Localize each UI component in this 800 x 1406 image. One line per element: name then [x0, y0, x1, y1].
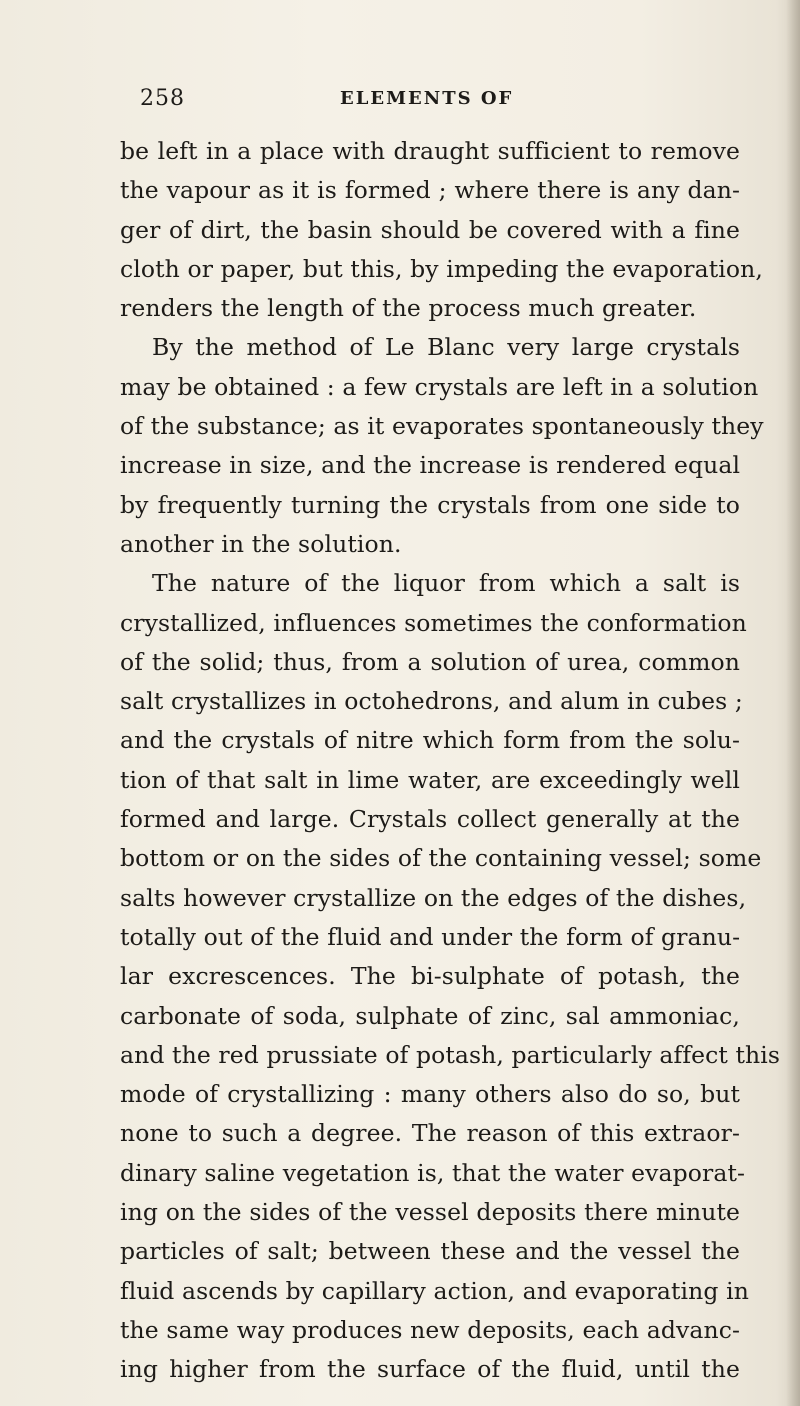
text-line: and the red prussiate of potash, particularly affect this: [120, 1040, 781, 1069]
text-line: and the crystals of nitre which form from the solu-: [120, 726, 740, 755]
text-line: of the solid; thus, from a solution of urea, common: [120, 647, 740, 676]
text-line: be left in a place with draught sufficient to remove: [120, 137, 740, 165]
text-line: mode of crystallizing : many others also do so, but: [120, 1080, 740, 1109]
text-line: lar excrescences. The bi-sulphate of potash, the: [120, 962, 740, 991]
text-line: may be obtained : a few crystals are left in a solution: [120, 372, 759, 401]
page-header: [140, 86, 700, 116]
text-line: The nature of the liquor from which a salt is: [152, 569, 740, 598]
text-line: dinary saline vegetation is, that the water evaporat-: [120, 1158, 746, 1187]
text-line: of the substance; as it evaporates spontaneously they: [120, 412, 764, 441]
running-head: ELEMENTS OF: [340, 88, 514, 109]
text-line: ger of dirt, the basin should be covered with a fine: [120, 215, 740, 244]
text-line: formed and large. Crystals collect generally at the: [120, 805, 740, 834]
page-number: 258: [140, 86, 185, 111]
text-line: the same way produces new deposits, each advanc-: [120, 1315, 740, 1344]
text-line: another in the solution.: [120, 529, 402, 558]
body-text: [120, 132, 781, 1390]
text-line: By the method of Le Blanc very large crystals: [152, 333, 740, 362]
text-line: particles of salt; between these and the vessel the: [120, 1237, 740, 1266]
text-line: salts however crystallize on the edges of the dishes,: [120, 883, 747, 912]
page-edge-shadow: [786, 0, 800, 1406]
text-line: ing on the sides of the vessel deposits there minute: [120, 1198, 740, 1227]
text-line: by frequently turning the crystals from one side to: [120, 490, 740, 519]
text-line: salt crystallizes in octohedrons, and alum in cubes ;: [120, 687, 743, 716]
text-line: tion of that salt in lime water, are exceedingly well: [120, 765, 740, 794]
text-line: the vapour as it is formed ; where there is any dan-: [120, 176, 740, 205]
text-line: totally out of the fluid and under the form of granu-: [120, 922, 741, 951]
text-line: bottom or on the sides of the containing vessel; some: [120, 844, 762, 873]
text-line: crystallized, influences sometimes the conformation: [120, 608, 747, 637]
text-line: none to such a degree. The reason of this extraor-: [120, 1119, 740, 1148]
text-line: fluid ascends by capillary action, and evaporating in: [120, 1276, 749, 1305]
text-line: renders the length of the process much greater.: [120, 294, 697, 323]
text-line: ing higher from the surface of the fluid, until the: [120, 1355, 740, 1384]
text-line: increase in size, and the increase is rendered equal: [120, 451, 741, 480]
text-line: cloth or paper, but this, by impeding the evaporation,: [120, 254, 763, 283]
text-line: carbonate of soda, sulphate of zinc, sal ammoniac,: [120, 1001, 740, 1030]
